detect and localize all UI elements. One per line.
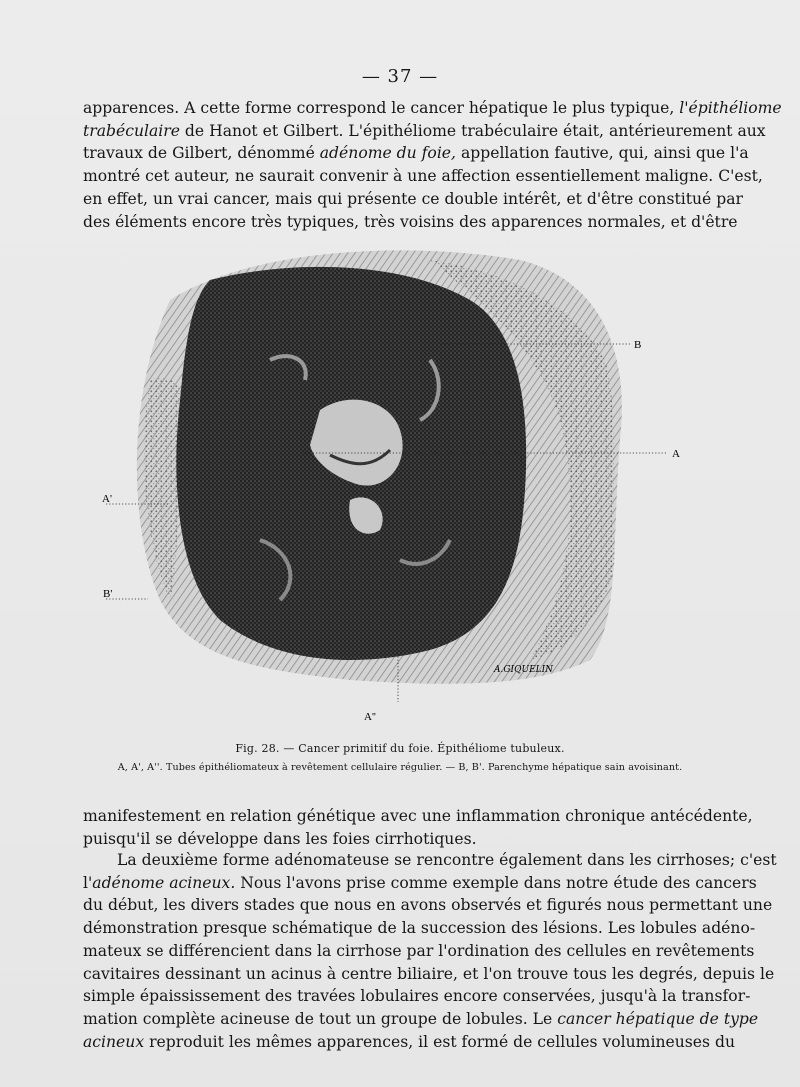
artist-signature: A.GIQUELIN [494, 665, 554, 675]
text-line: acineux reproduit les mêmes apparences, il est formé de cellules volumineuses du [83, 1032, 735, 1051]
text-line: l'adénome acineux. Nous l'avons prise comme exemple dans notre étude des cancers [83, 873, 757, 892]
italic-term: adénome acineux. [92, 873, 236, 892]
label-a: A [672, 448, 680, 460]
text-line: manifestement en relation génétique avec une inflammation chronique antécédente, [83, 807, 753, 825]
text-line: puisqu'il se développe dans les foies cirrhotiques. [83, 829, 477, 848]
text-line: mation complète acineuse de tout un groupe de lobules. Le cancer hépatique de type [83, 1009, 759, 1028]
page-number: — 37 — [361, 66, 439, 87]
italic-term: acineux [83, 1032, 145, 1051]
paragraph-1 [83, 97, 782, 233]
text-line: trabéculaire de Hanot et Gilbert. L'épithéliome trabéculaire était, antérieurement aux [83, 121, 766, 140]
italic-term: trabéculaire [83, 121, 180, 140]
figure-28-illustration [100, 240, 700, 740]
text-line: démonstration presque schématique de la succession des lésions. Les lobules adéno- [83, 919, 756, 938]
text-line: La deuxième forme adénomateuse se rencontre également dans les cirrhoses; c'est [117, 851, 777, 869]
label-b: B [634, 339, 642, 351]
text-line: travaux de Gilbert, dénommé adénome du foie, appellation fautive, qui, ainsi que l'a [83, 144, 749, 163]
text-line: apparences. A cette forme correspond le cancer hépatique le plus typique, l'épithéliome [83, 99, 782, 117]
label-a-prime: A' [102, 493, 112, 505]
italic-term: cancer hépatique de type [557, 1009, 759, 1028]
text-line: des éléments encore très typiques, très voisins des apparences normales, et d'être [83, 212, 738, 231]
figure-caption-title: Fig. 28. — Cancer primitif du foie. Épithéliome tubuleux. [235, 742, 565, 755]
text-line: simple épaississement des travées lobulaires encore conservées, jusqu'à la transfor- [83, 987, 751, 1006]
paragraph-2 [83, 805, 753, 850]
text-line: cavitaires dessinant un acinus à centre biliaire, et l'on trouve tous les degrés, depuis le [83, 964, 775, 983]
label-a-double-prime: A'' [364, 711, 376, 723]
text-line: en effet, un vrai cancer, mais qui présente ce double intérêt, et d'être constitué par [83, 189, 743, 208]
italic-term: l'épithéliome [679, 99, 782, 117]
tumor-mass [176, 267, 526, 660]
label-b-prime: B' [103, 588, 113, 600]
text-line: montré cet auteur, ne saurait convenir à une affection essentiellement maligne. C'est, [83, 167, 763, 186]
paragraph-3 [83, 849, 777, 1053]
text-line: mateux se différencient dans la cirrhose par l'ordination des cellules en revêtements [83, 941, 755, 960]
text-line: du début, les divers stades que nous en avons observés et figurés nous permettant une [83, 896, 773, 915]
figure-caption-legend: A, A', A''. Tubes épithéliomateux à revêtement cellulaire régulier. — B, B'. Parenchyme hépatique sain avoisinant. [117, 762, 683, 773]
italic-term: adénome du foie, [319, 144, 456, 163]
